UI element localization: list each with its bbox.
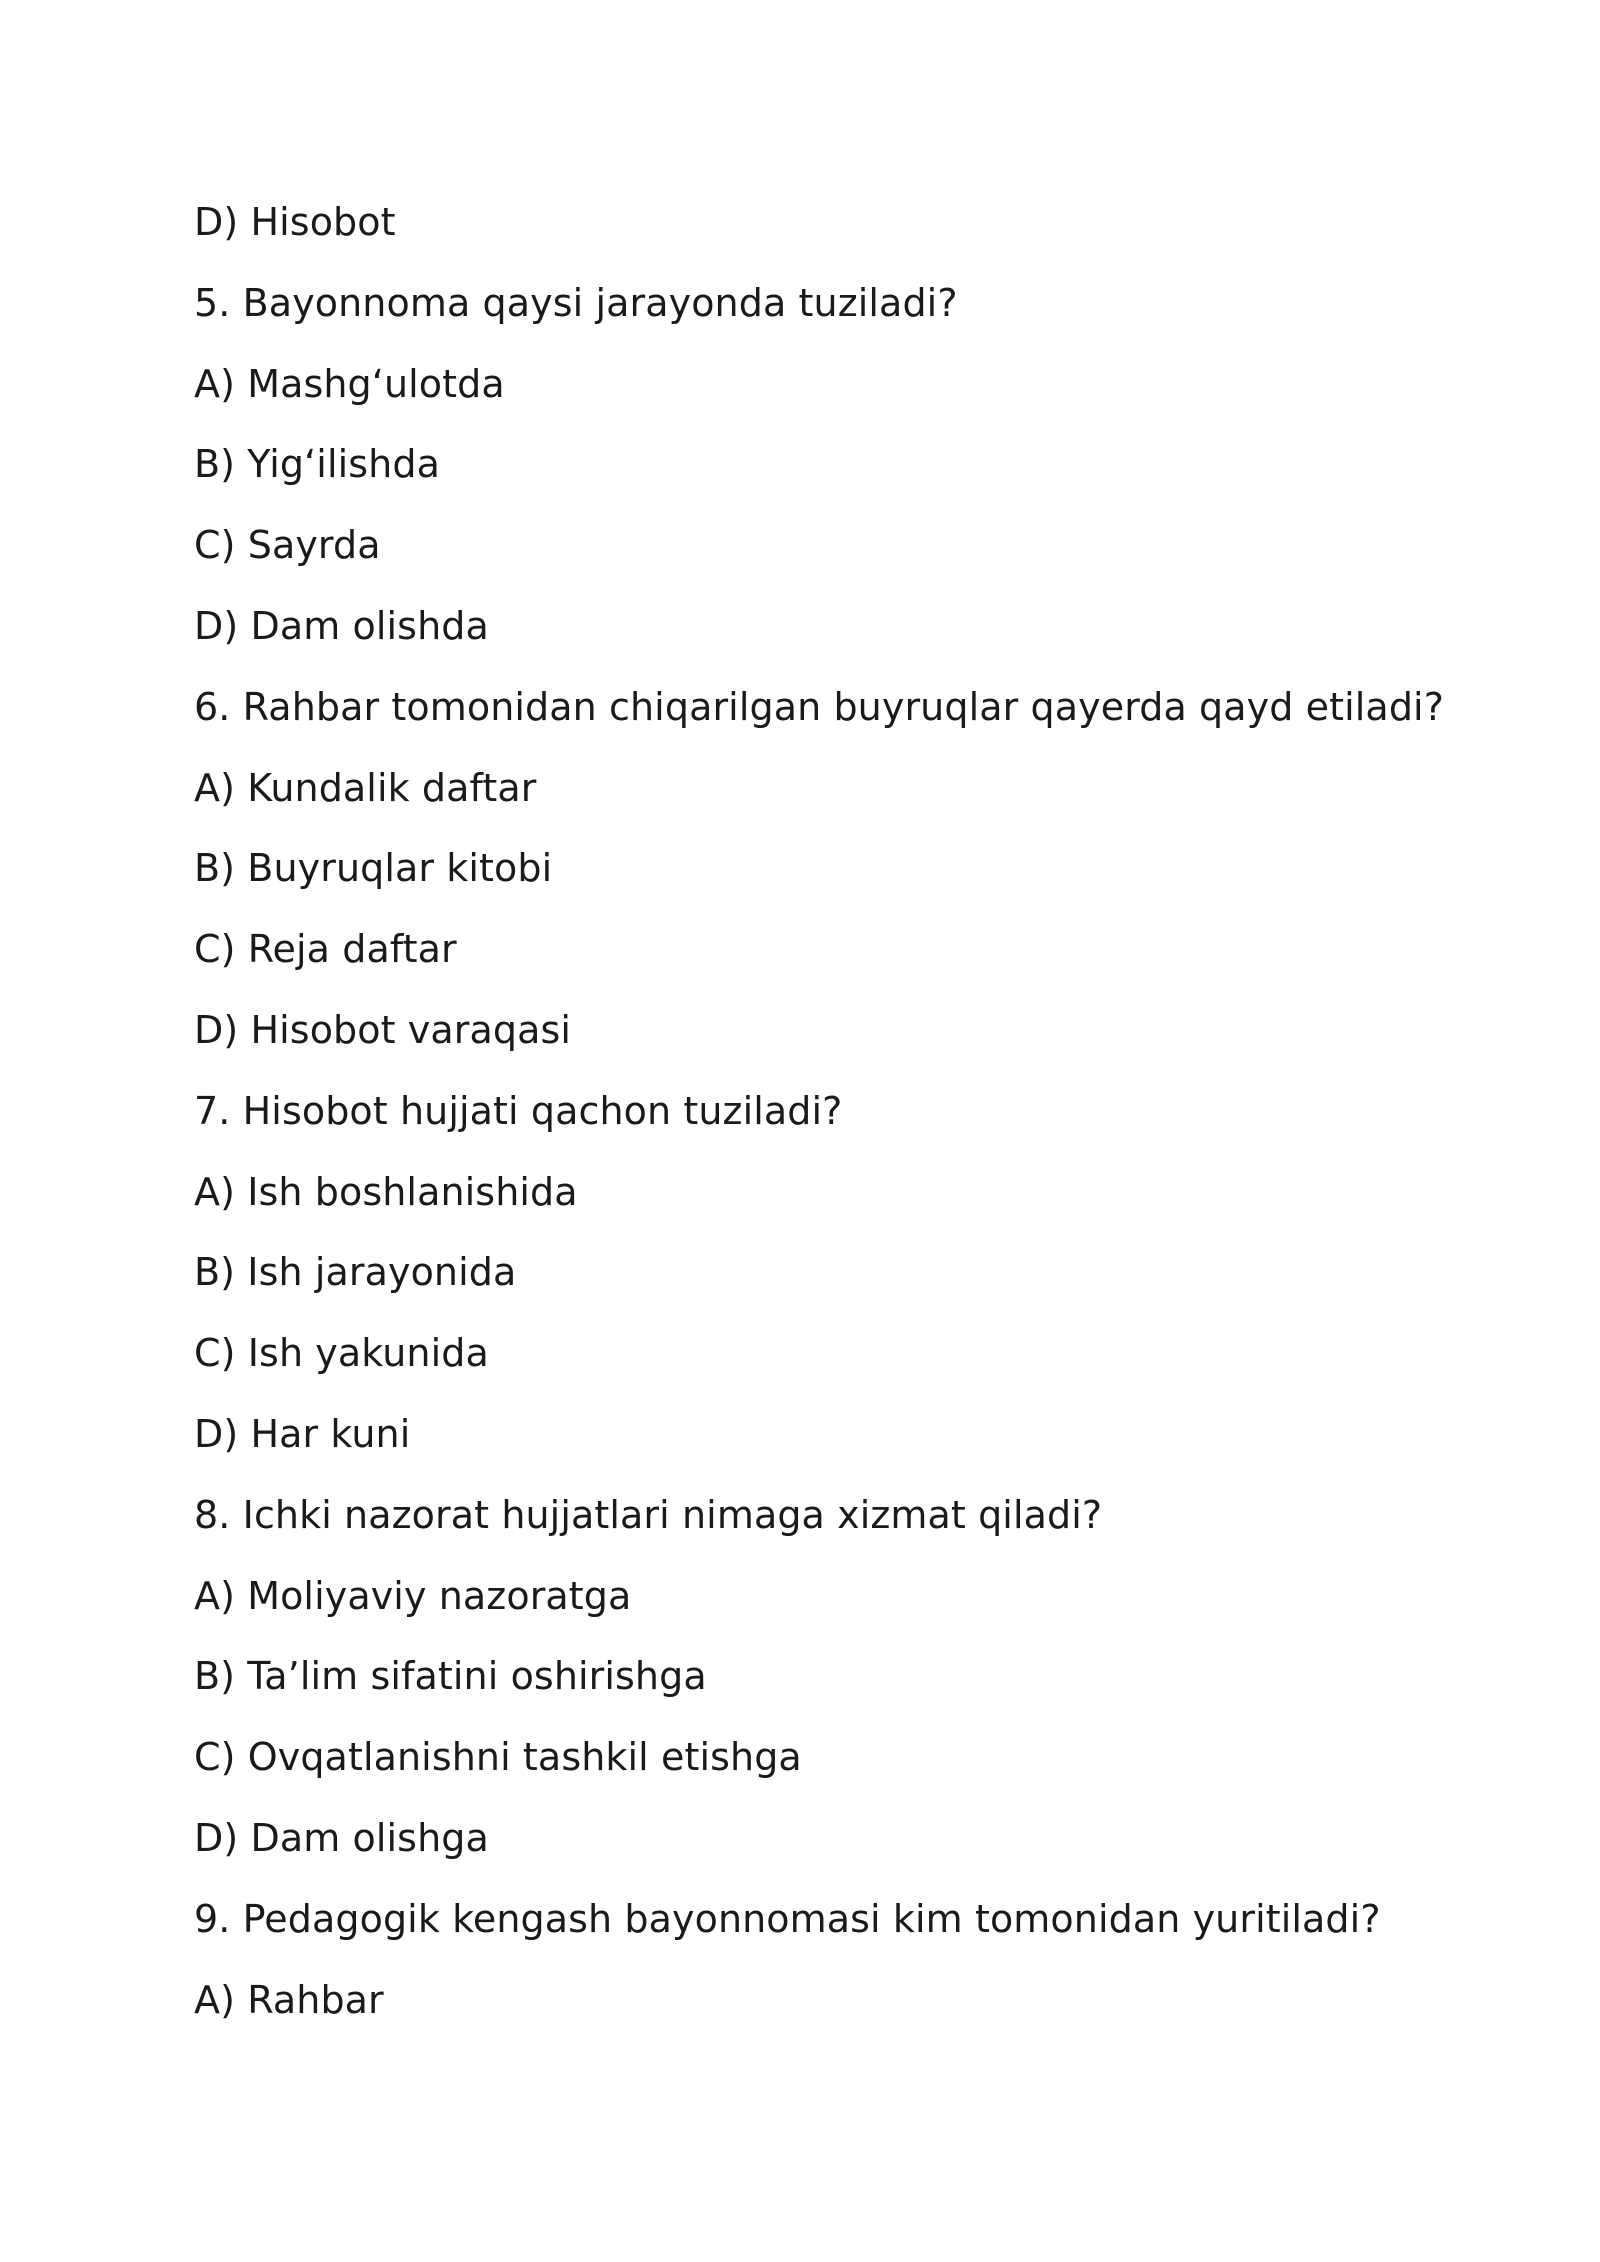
- answer-option: A) Ish boshlanishida: [194, 1169, 578, 1214]
- answer-option: C) Ovqatlanishni tashkil etishga: [194, 1735, 802, 1780]
- answer-option: B) Ish jarayonida: [194, 1250, 517, 1295]
- question-text: 6. Rahbar tomonidan chiqarilgan buyruqlar qayerda qayd etiladi?: [194, 684, 1444, 729]
- answer-option: A) Moliyaviy nazoratga: [194, 1573, 632, 1618]
- answer-option: A) Mashg‘ulotda: [194, 361, 505, 406]
- answer-option: C) Reja daftar: [194, 927, 457, 972]
- question-text: 5. Bayonnoma qaysi jarayonda tuziladi?: [194, 280, 958, 325]
- question-list: [194, 190, 1454, 2048]
- answer-option: D) Hisobot: [194, 200, 396, 244]
- question-text: 9. Pedagogik kengash bayonnomasi kim tomonidan yuritiladi?: [194, 1896, 1381, 1941]
- answer-option: B) Ta’lim sifatini oshirishga: [194, 1654, 707, 1699]
- answer-option: A) Kundalik daftar: [194, 765, 537, 810]
- answer-option: C) Ish yakunida: [194, 1331, 489, 1376]
- answer-option: D) Har kuni: [194, 1411, 411, 1456]
- question-text: 7. Hisobot hujjati qachon tuziladi?: [194, 1088, 843, 1133]
- answer-option: A) Rahbar: [194, 1977, 384, 2022]
- answer-option: C) Sayrda: [194, 523, 381, 568]
- answer-option: B) Yig‘ilishda: [194, 442, 440, 487]
- answer-option: D) Hisobot varaqasi: [194, 1007, 572, 1052]
- answer-option: B) Buyruqlar kitobi: [194, 846, 553, 891]
- question-text: 8. Ichki nazorat hujjatlari nimaga xizmat qiladi?: [194, 1492, 1103, 1537]
- answer-option: D) Dam olishga: [194, 1815, 489, 1860]
- answer-option: D) Dam olishda: [194, 603, 489, 648]
